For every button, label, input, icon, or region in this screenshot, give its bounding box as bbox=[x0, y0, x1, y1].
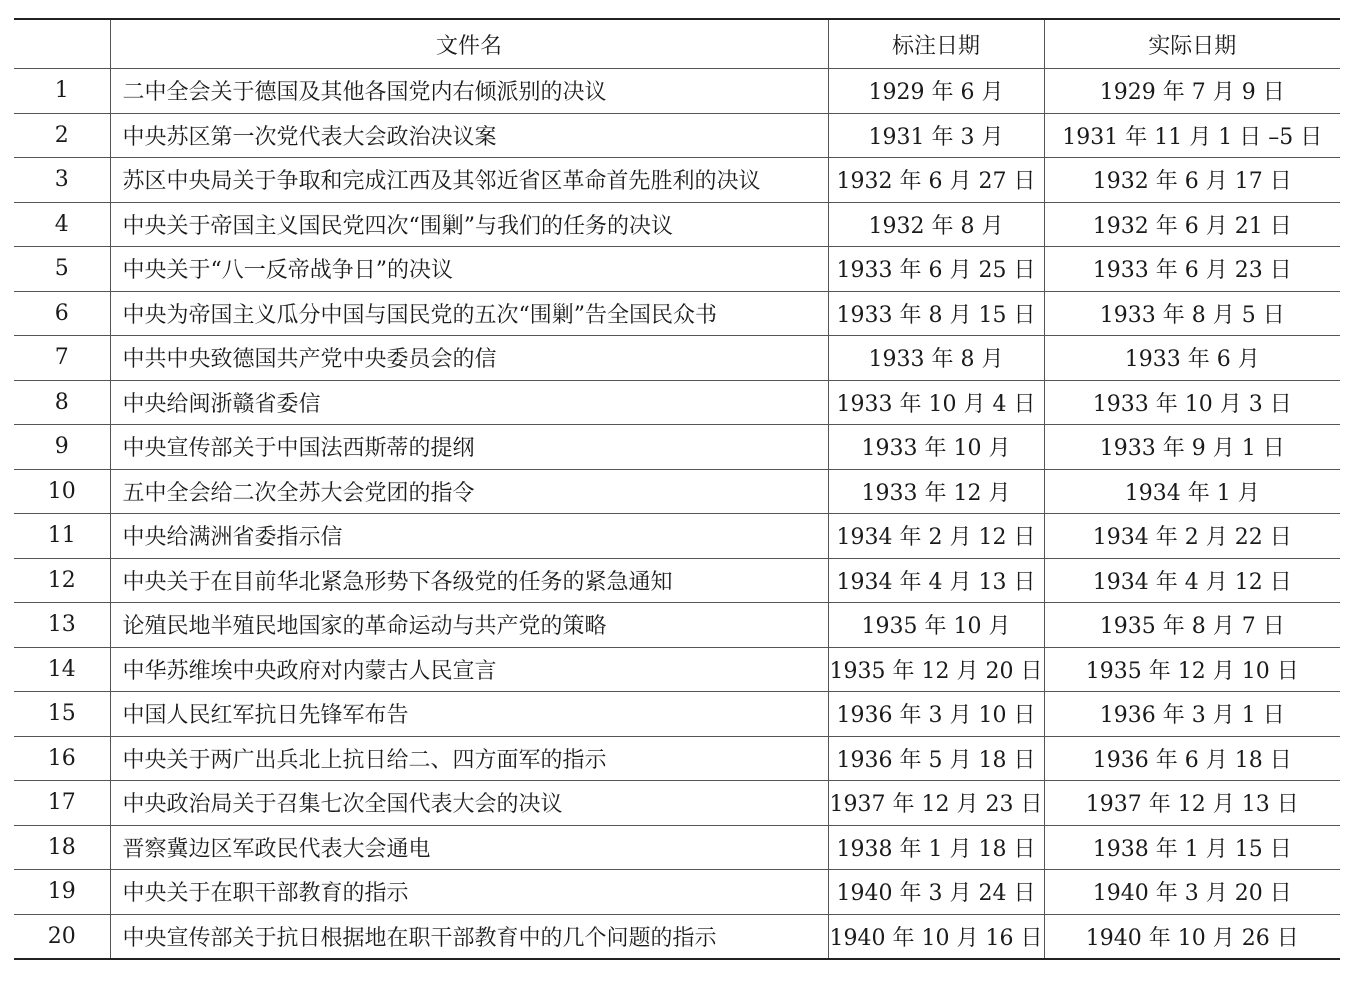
document-name: 中央给闽浙赣省委信 bbox=[110, 380, 828, 425]
document-name: 晋察冀边区军政民代表大会通电 bbox=[110, 825, 828, 870]
actual-date: 1937 年 12 月 13 日 bbox=[1044, 781, 1340, 826]
table-row bbox=[14, 469, 1340, 514]
actual-date: 1936 年 3 月 1 日 bbox=[1044, 692, 1340, 737]
marked-date: 1933 年 12 月 bbox=[828, 469, 1044, 514]
marked-date: 1940 年 3 月 24 日 bbox=[828, 870, 1044, 915]
actual-date: 1933 年 6 月 bbox=[1044, 336, 1340, 381]
document-name: 中央关于两广出兵北上抗日给二、四方面军的指示 bbox=[110, 736, 828, 781]
table-row bbox=[14, 113, 1340, 158]
table-row bbox=[14, 202, 1340, 247]
table-row bbox=[14, 69, 1340, 114]
document-name: 二中全会关于德国及其他各国党内右倾派别的决议 bbox=[110, 69, 828, 114]
table-header bbox=[14, 19, 1340, 69]
marked-date: 1933 年 6 月 25 日 bbox=[828, 247, 1044, 292]
marked-date: 1932 年 6 月 27 日 bbox=[828, 158, 1044, 203]
table-body bbox=[14, 69, 1340, 960]
document-date-table bbox=[14, 18, 1340, 960]
table-row bbox=[14, 425, 1340, 470]
row-number: 20 bbox=[14, 914, 110, 959]
document-name: 苏区中央局关于争取和完成江西及其邻近省区革命首先胜利的决议 bbox=[110, 158, 828, 203]
actual-date: 1931 年 11 月 1 日 –5 日 bbox=[1044, 113, 1340, 158]
row-number: 15 bbox=[14, 692, 110, 737]
actual-date: 1940 年 3 月 20 日 bbox=[1044, 870, 1340, 915]
table-row bbox=[14, 158, 1340, 203]
marked-date: 1933 年 10 月 4 日 bbox=[828, 380, 1044, 425]
row-number: 13 bbox=[14, 603, 110, 648]
marked-date: 1932 年 8 月 bbox=[828, 202, 1044, 247]
marked-date: 1931 年 3 月 bbox=[828, 113, 1044, 158]
actual-date: 1929 年 7 月 9 日 bbox=[1044, 69, 1340, 114]
marked-date: 1938 年 1 月 18 日 bbox=[828, 825, 1044, 870]
actual-date: 1934 年 4 月 12 日 bbox=[1044, 558, 1340, 603]
marked-date: 1935 年 10 月 bbox=[828, 603, 1044, 648]
header-actual-date: 实际日期 bbox=[1044, 19, 1340, 69]
marked-date: 1936 年 3 月 10 日 bbox=[828, 692, 1044, 737]
actual-date: 1932 年 6 月 21 日 bbox=[1044, 202, 1340, 247]
document-name: 中央宣传部关于中国法西斯蒂的提纲 bbox=[110, 425, 828, 470]
table-row bbox=[14, 736, 1340, 781]
document-name: 中央关于帝国主义国民党四次“围剿”与我们的任务的决议 bbox=[110, 202, 828, 247]
actual-date: 1936 年 6 月 18 日 bbox=[1044, 736, 1340, 781]
marked-date: 1933 年 8 月 15 日 bbox=[828, 291, 1044, 336]
row-number: 18 bbox=[14, 825, 110, 870]
row-number: 10 bbox=[14, 469, 110, 514]
actual-date: 1940 年 10 月 26 日 bbox=[1044, 914, 1340, 959]
header-number bbox=[14, 19, 110, 69]
document-name: 中共中央致德国共产党中央委员会的信 bbox=[110, 336, 828, 381]
actual-date: 1934 年 2 月 22 日 bbox=[1044, 514, 1340, 559]
header-marked-date: 标注日期 bbox=[828, 19, 1044, 69]
document-name: 中央给满洲省委指示信 bbox=[110, 514, 828, 559]
document-name: 中央关于在职干部教育的指示 bbox=[110, 870, 828, 915]
table-row bbox=[14, 336, 1340, 381]
document-name: 五中全会给二次全苏大会党团的指令 bbox=[110, 469, 828, 514]
document-name: 中央关于“八一反帝战争日”的决议 bbox=[110, 247, 828, 292]
table-row bbox=[14, 914, 1340, 959]
row-number: 6 bbox=[14, 291, 110, 336]
row-number: 2 bbox=[14, 113, 110, 158]
document-table-container bbox=[14, 18, 1340, 960]
marked-date: 1934 年 4 月 13 日 bbox=[828, 558, 1044, 603]
table-row bbox=[14, 291, 1340, 336]
actual-date: 1933 年 10 月 3 日 bbox=[1044, 380, 1340, 425]
table-row bbox=[14, 603, 1340, 648]
row-number: 9 bbox=[14, 425, 110, 470]
table-row bbox=[14, 870, 1340, 915]
marked-date: 1934 年 2 月 12 日 bbox=[828, 514, 1044, 559]
row-number: 5 bbox=[14, 247, 110, 292]
actual-date: 1932 年 6 月 17 日 bbox=[1044, 158, 1340, 203]
table-row bbox=[14, 514, 1340, 559]
table-row bbox=[14, 647, 1340, 692]
actual-date: 1935 年 8 月 7 日 bbox=[1044, 603, 1340, 648]
row-number: 17 bbox=[14, 781, 110, 826]
actual-date: 1934 年 1 月 bbox=[1044, 469, 1340, 514]
document-name: 中央政治局关于召集七次全国代表大会的决议 bbox=[110, 781, 828, 826]
marked-date: 1935 年 12 月 20 日 bbox=[828, 647, 1044, 692]
actual-date: 1933 年 8 月 5 日 bbox=[1044, 291, 1340, 336]
table-row bbox=[14, 247, 1340, 292]
row-number: 8 bbox=[14, 380, 110, 425]
marked-date: 1936 年 5 月 18 日 bbox=[828, 736, 1044, 781]
actual-date: 1938 年 1 月 15 日 bbox=[1044, 825, 1340, 870]
document-name: 中央为帝国主义瓜分中国与国民党的五次“围剿”告全国民众书 bbox=[110, 291, 828, 336]
table-row bbox=[14, 781, 1340, 826]
marked-date: 1933 年 10 月 bbox=[828, 425, 1044, 470]
document-name: 中央苏区第一次党代表大会政治决议案 bbox=[110, 113, 828, 158]
row-number: 7 bbox=[14, 336, 110, 381]
marked-date: 1929 年 6 月 bbox=[828, 69, 1044, 114]
marked-date: 1937 年 12 月 23 日 bbox=[828, 781, 1044, 826]
row-number: 4 bbox=[14, 202, 110, 247]
table-row bbox=[14, 825, 1340, 870]
header-row bbox=[14, 19, 1340, 69]
actual-date: 1933 年 6 月 23 日 bbox=[1044, 247, 1340, 292]
document-name: 论殖民地半殖民地国家的革命运动与共产党的策略 bbox=[110, 603, 828, 648]
table-row bbox=[14, 692, 1340, 737]
row-number: 3 bbox=[14, 158, 110, 203]
row-number: 14 bbox=[14, 647, 110, 692]
document-name: 中央宣传部关于抗日根据地在职干部教育中的几个问题的指示 bbox=[110, 914, 828, 959]
table-row bbox=[14, 380, 1340, 425]
row-number: 16 bbox=[14, 736, 110, 781]
header-document-name: 文件名 bbox=[110, 19, 828, 69]
actual-date: 1935 年 12 月 10 日 bbox=[1044, 647, 1340, 692]
document-name: 中华苏维埃中央政府对内蒙古人民宣言 bbox=[110, 647, 828, 692]
document-name: 中央关于在目前华北紧急形势下各级党的任务的紧急通知 bbox=[110, 558, 828, 603]
table-row bbox=[14, 558, 1340, 603]
row-number: 1 bbox=[14, 69, 110, 114]
row-number: 12 bbox=[14, 558, 110, 603]
marked-date: 1940 年 10 月 16 日 bbox=[828, 914, 1044, 959]
row-number: 19 bbox=[14, 870, 110, 915]
marked-date: 1933 年 8 月 bbox=[828, 336, 1044, 381]
document-name: 中国人民红军抗日先锋军布告 bbox=[110, 692, 828, 737]
row-number: 11 bbox=[14, 514, 110, 559]
actual-date: 1933 年 9 月 1 日 bbox=[1044, 425, 1340, 470]
